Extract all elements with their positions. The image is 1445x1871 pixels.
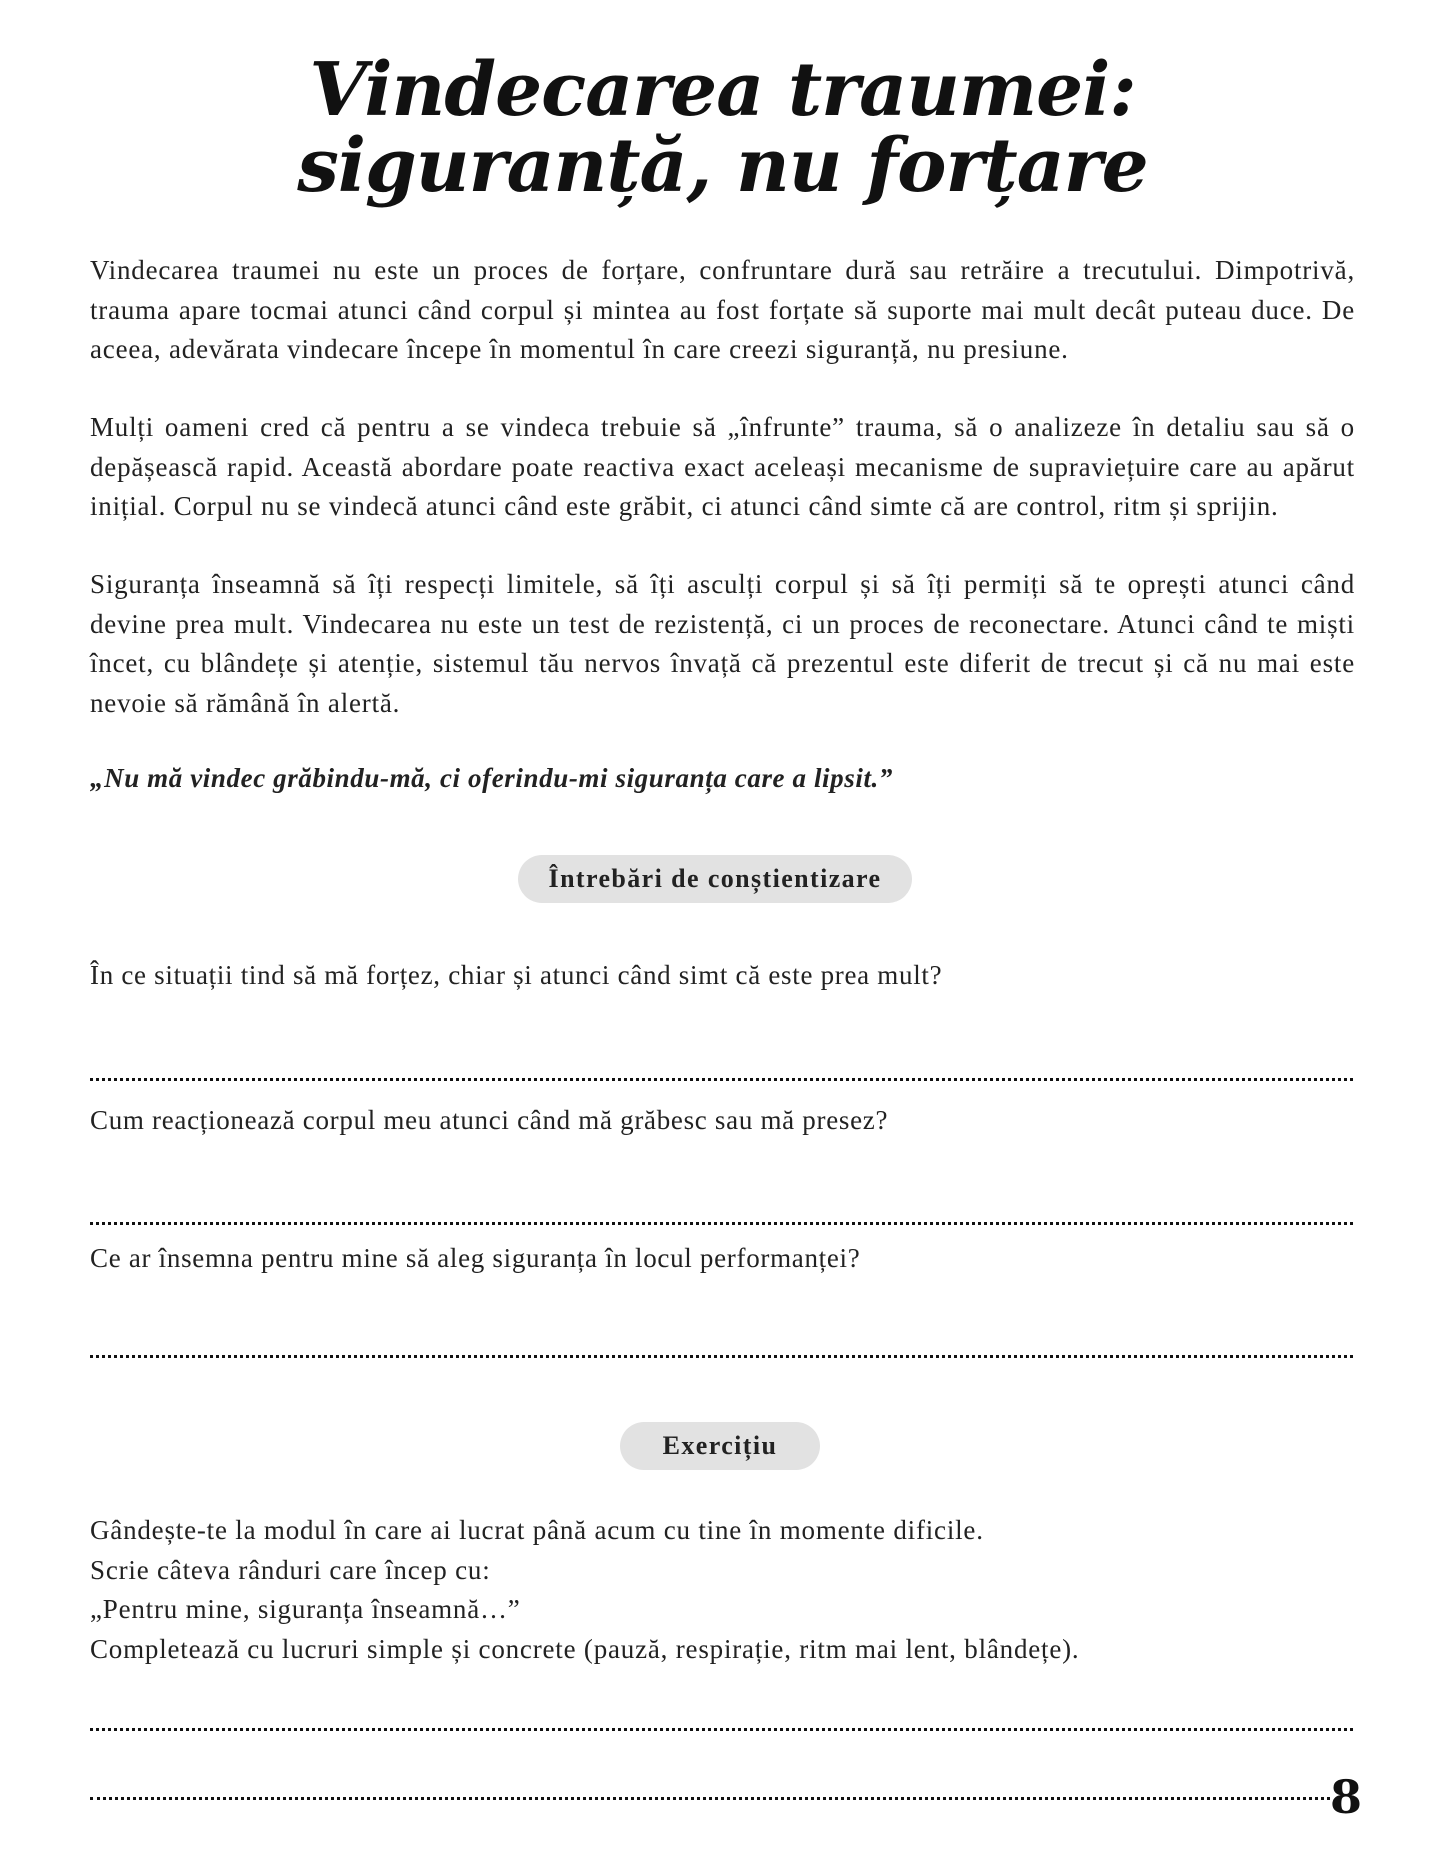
intro-paragraph-3: Siguranța înseamnă să îți respecți limitele, să îți asculți corpul și să îți permiți să te oprești atunci când devine prea mult. Vindecarea nu este un test de rezistență, ci un proces de reconectare. Atunci când te miști încet, cu blândețe și atenție, sistemul tău nervos învață că prezentul este diferit de trecut și că nu mai este nevoie să rămână în alertă.: [90, 569, 1355, 718]
exercise-line-4: Completează cu lucruri simple și concrete (pauză, respirație, ritm mai lent, blândețe).: [90, 1633, 1080, 1664]
awareness-question-1: În ce situații tind să mă forțez, chiar și atunci când simt că este prea mult?: [90, 960, 943, 990]
exercise-line-1: Gândește-te la modul în care ai lucrat până acum cu tine în momente dificile.: [90, 1515, 984, 1545]
answer-line-3[interactable]: [90, 1355, 1353, 1358]
answer-line-1[interactable]: [90, 1078, 1353, 1081]
page-number: 8: [1330, 1770, 1363, 1824]
awareness-section-heading: Întrebări de conștientizare: [518, 855, 912, 903]
exercise-line-3: „Pentru mine, siguranța înseamnă…”: [90, 1594, 521, 1624]
exercise-instructions: [90, 1511, 1079, 1669]
intro-paragraph-1: Vindecarea traumei nu este un proces de forțare, confruntare dură sau retrăire a trecutului. Dimpotrivă, trauma apare tocmai atunci când corpul și mintea au fost forțate să suporte mai mult decât puteau duce. De aceea, adevărata vindecare începe în momentul în care creezi siguranță, nu presiune.: [90, 255, 1355, 364]
page-title: Vindecarea traumei: siguranță, nu forțare: [297, 47, 1148, 209]
answer-line-5[interactable]: [90, 1797, 1330, 1800]
exercise-section-heading: Exercițiu: [620, 1422, 820, 1470]
awareness-question-2: Cum reacționează corpul meu atunci când mă grăbesc sau mă presez?: [90, 1105, 889, 1135]
answer-line-2[interactable]: [90, 1222, 1353, 1225]
awareness-question-3: Ce ar însemna pentru mine să aleg siguranța în locul performanței?: [90, 1243, 861, 1273]
intro-paragraph-2: Mulți oameni cred că pentru a se vindeca trebuie să „înfrunte” trauma, să o analizeze în detaliu sau să o depășească rapid. Această abordare poate reactiva exact aceleași mecanisme de supraviețuire care au apărut inițial. Corpul nu se vindecă atunci când este grăbit, ci atunci când simte că are control, ritm și sprijin.: [90, 412, 1355, 521]
affirmation-quote: „Nu mă vindec grăbindu-mă, ci oferindu-mi siguranța care a lipsit.”: [90, 763, 894, 793]
answer-line-4[interactable]: [90, 1728, 1353, 1731]
exercise-line-2: Scrie câteva rânduri care încep cu:: [90, 1554, 491, 1585]
